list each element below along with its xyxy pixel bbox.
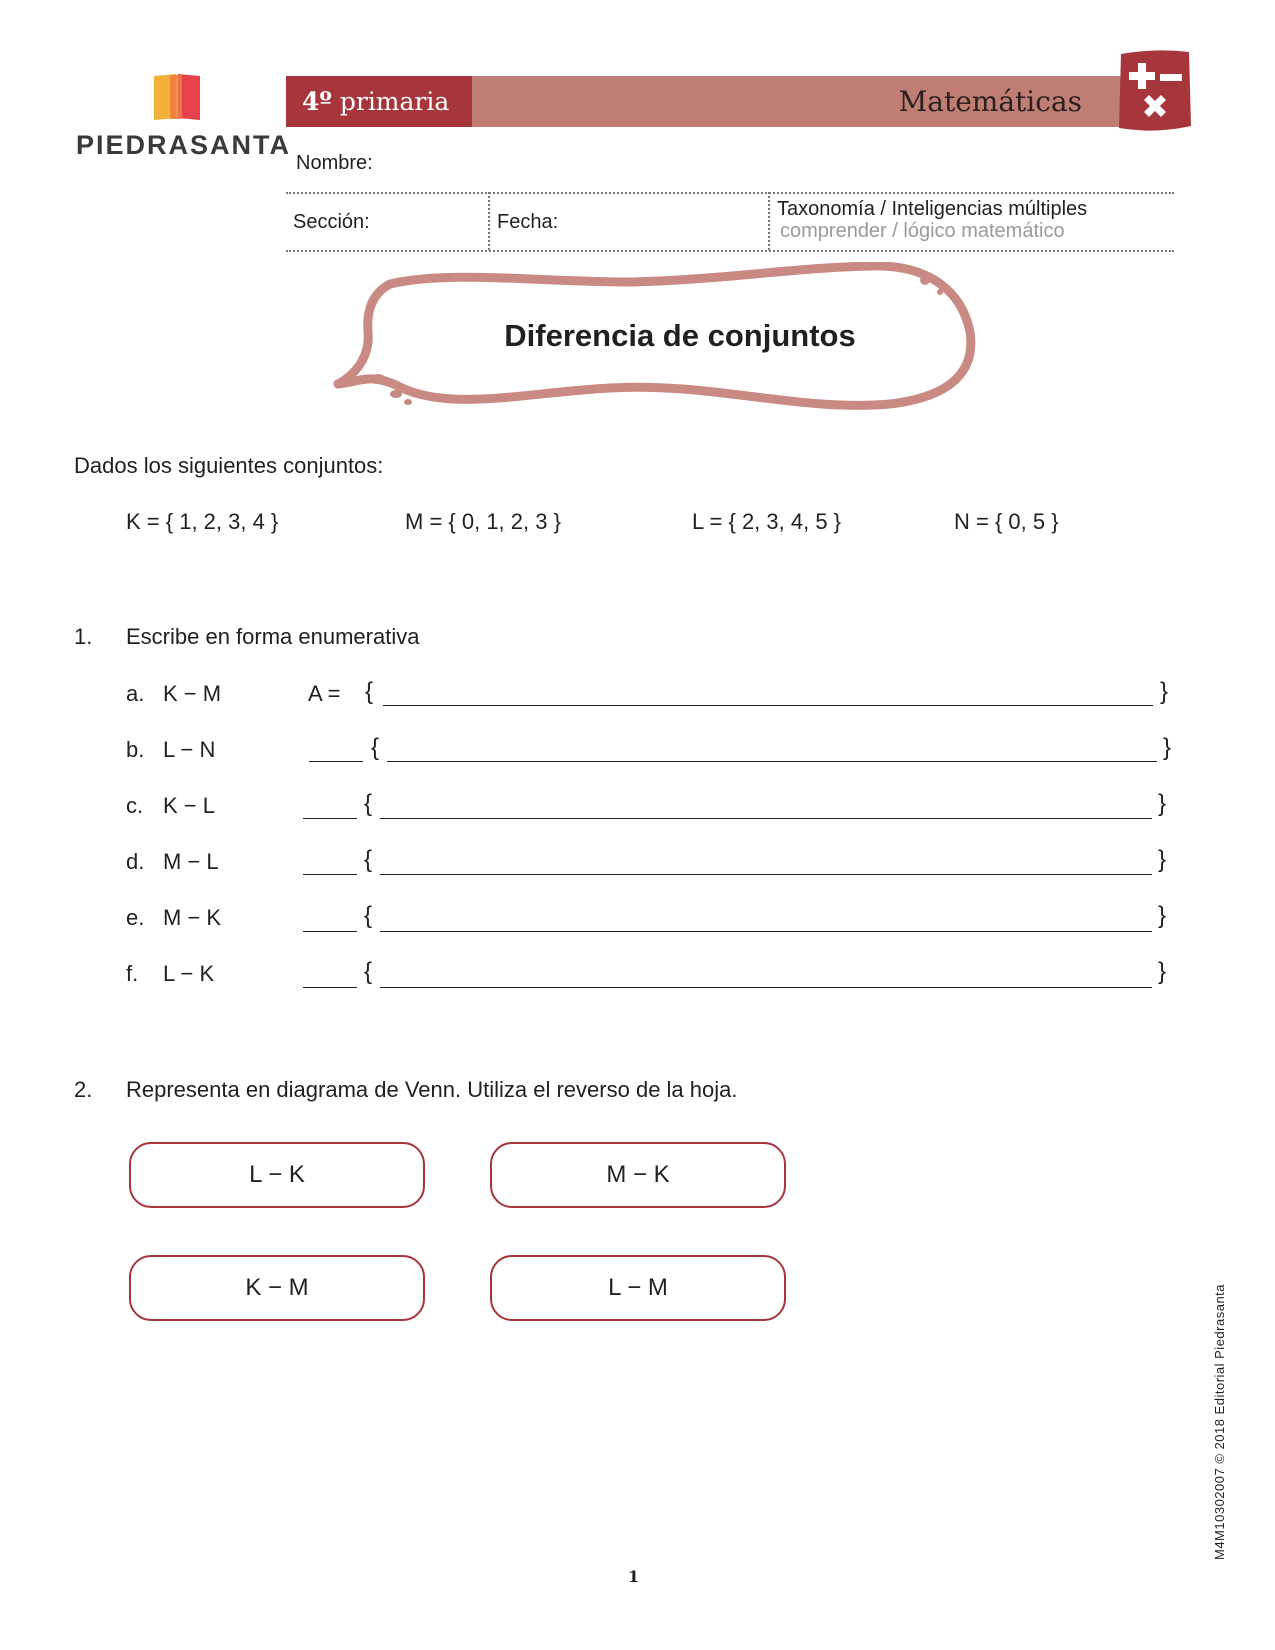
- item-c-letter: c.: [126, 793, 144, 818]
- brand-logo-text: PIEDRASANTA: [76, 130, 292, 160]
- item-b-close-brace: }: [1163, 734, 1172, 761]
- grade-word: primaria: [339, 87, 450, 116]
- item-e-letter: e.: [126, 905, 145, 930]
- item-b-letter: b.: [126, 737, 145, 762]
- copyright-vertical-text: M4M10302007 © 2018 Editorial Piedrasanta: [1212, 1283, 1227, 1560]
- set-n: N = { 0, 5 }: [954, 509, 1059, 534]
- item-b-name-line[interactable]: [309, 761, 363, 762]
- item-c-name-line[interactable]: [303, 818, 357, 819]
- item-e-name-line[interactable]: [303, 931, 357, 932]
- nombre-label: Nombre:: [296, 152, 373, 174]
- item-a-close-brace: }: [1160, 678, 1169, 705]
- intro-text: Dados los siguientes conjuntos:: [74, 453, 384, 478]
- item-c-answer-line[interactable]: [380, 818, 1152, 819]
- q2-number: 2.: [74, 1077, 93, 1102]
- item-a-letter: a.: [126, 681, 145, 706]
- grade-number: 4º: [302, 87, 332, 116]
- item-b-open-brace: {: [371, 734, 380, 761]
- item-a-answer-line[interactable]: [383, 705, 1153, 706]
- page-title: Diferencia de conjuntos: [504, 318, 856, 353]
- page-number: 1: [628, 1567, 640, 1586]
- form-divider-top: [286, 192, 1174, 194]
- item-a-prefix: A =: [308, 681, 341, 706]
- item-b-answer-line[interactable]: [387, 761, 1157, 762]
- item-e-answer-line[interactable]: [380, 931, 1152, 932]
- seccion-label: Sección:: [293, 211, 370, 233]
- taxonomy-values: comprender / lógico matemático: [780, 220, 1065, 242]
- item-c-close-brace: }: [1158, 790, 1167, 817]
- item-f-expression: L − K: [163, 961, 215, 986]
- item-d-answer-line[interactable]: [380, 874, 1152, 875]
- item-c-open-brace: {: [364, 790, 373, 817]
- venn-box-m-minus-k: M − K: [490, 1142, 786, 1208]
- form-divider-bottom: [286, 250, 1174, 252]
- item-d-close-brace: }: [1158, 846, 1167, 873]
- item-e-close-brace: }: [1158, 902, 1167, 929]
- set-l: L = { 2, 3, 4, 5 }: [692, 509, 842, 534]
- item-d-open-brace: {: [364, 846, 373, 873]
- item-d-letter: d.: [126, 849, 145, 874]
- taxonomy-title: Taxonomía / Inteligencias múltiples: [777, 198, 1088, 220]
- item-a-open-brace: {: [365, 678, 374, 705]
- item-a-expression: K − M: [163, 681, 222, 706]
- item-f-letter: f.: [126, 961, 139, 986]
- set-k: K = { 1, 2, 3, 4 }: [126, 509, 279, 534]
- item-e-open-brace: {: [364, 902, 373, 929]
- venn-box-k-minus-m: K − M: [129, 1255, 425, 1321]
- item-f-answer-line[interactable]: [380, 987, 1152, 988]
- item-f-close-brace: }: [1158, 958, 1167, 985]
- form-separator-2: [768, 192, 770, 250]
- item-b-expression: L − N: [163, 737, 216, 762]
- item-e-expression: M − K: [163, 905, 222, 930]
- item-f-open-brace: {: [364, 958, 373, 985]
- form-separator-1: [488, 192, 490, 250]
- set-m: M = { 0, 1, 2, 3 }: [405, 509, 561, 534]
- logo-book-icon: [152, 72, 204, 122]
- math-operations-icon: [1115, 48, 1195, 134]
- q2-instruction: Representa en diagrama de Venn. Utiliza el reverso de la hoja.: [126, 1077, 738, 1102]
- fecha-label: Fecha:: [497, 211, 559, 233]
- item-c-expression: K − L: [163, 793, 215, 818]
- grade-label: [286, 76, 472, 127]
- venn-box-l-minus-m: L − M: [490, 1255, 786, 1321]
- subject-title: Matemáticas: [898, 85, 1082, 118]
- item-d-expression: M − L: [163, 849, 219, 874]
- item-d-name-line[interactable]: [303, 874, 357, 875]
- item-f-name-line[interactable]: [303, 987, 357, 988]
- q1-number: 1.: [74, 624, 93, 649]
- q1-instruction: Escribe en forma enumerativa: [126, 624, 420, 649]
- venn-box-l-minus-k: L − K: [129, 1142, 425, 1208]
